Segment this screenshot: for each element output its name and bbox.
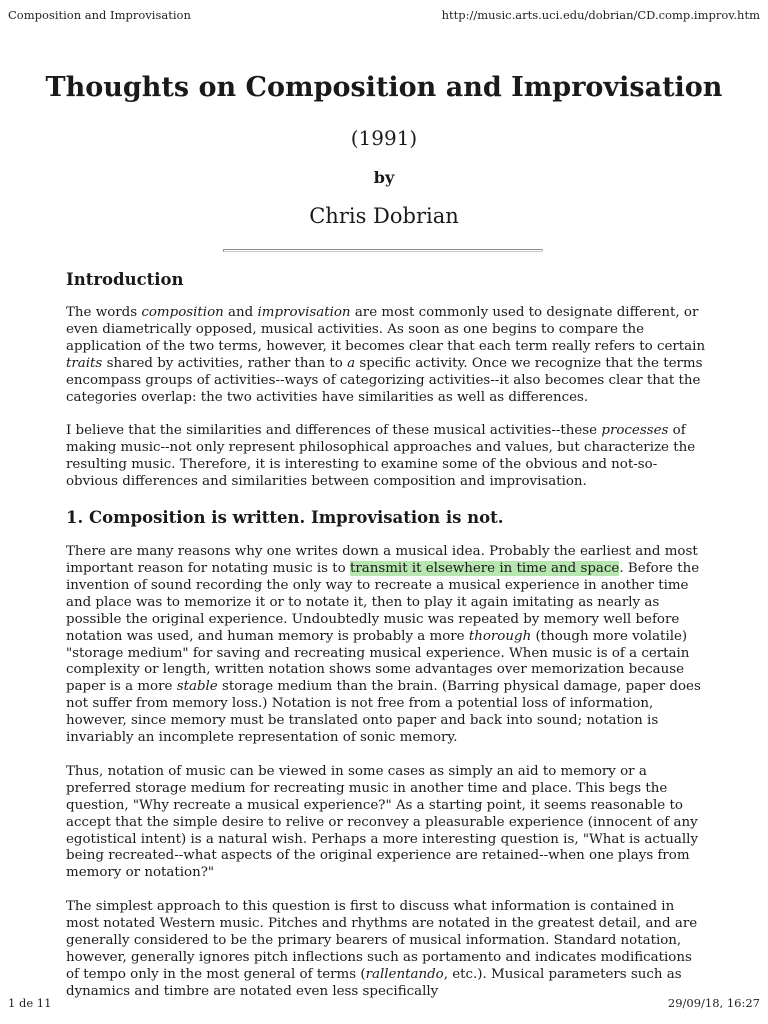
- text-run: (though more volatile) "storage medium" for saving and recreating musical experience. When music is of a certain complexity or length, written notation shows some advantages over memorization because paper is a more: [66, 628, 690, 695]
- byline-label: by: [373, 168, 395, 187]
- text-run: There are many reasons why one writes down a musical idea. Probably the earliest and most important reason for notating music is to: [66, 544, 698, 576]
- italic-term: stable: [176, 679, 218, 695]
- italic-term: improvisation: [257, 305, 351, 320]
- italic-term: a: [347, 355, 356, 371]
- page-number: 1 de 11: [8, 996, 52, 1010]
- print-footer: [8, 996, 760, 1010]
- text-run: are most commonly used to designate different, or even diametrically opposed, musical activities. As soon as one begins to compare the application of the two terms, however, it becomes clear that each term really refers to certain: [66, 305, 706, 354]
- italic-term: traits: [66, 355, 103, 371]
- header-page-title: Composition and Improvisation: [8, 8, 191, 22]
- heading-introduction: Introduction: [66, 270, 184, 289]
- document-title: Thoughts on Composition and Improvisation: [45, 72, 723, 103]
- horizontal-rule: [223, 249, 543, 252]
- text-run: of making music--not only represent philosophical approaches and values, but characterize the resulting music. Therefore, it is interesting to examine some of the obvious and not-so-obvious differences and similarities between composition and improvisation.: [66, 423, 696, 490]
- text-run: The words: [66, 305, 142, 320]
- header-url: http://music.arts.uci.edu/dobrian/CD.comp.improv.htm: [441, 8, 760, 22]
- text-run: specific activity. Once we recognize that the terms encompass groups of activities--ways of categorizing activities--it also becomes clear that the categories overlap: the two activities have similarities as well as differences.: [66, 355, 703, 405]
- section-1-paragraph-1: [66, 544, 706, 747]
- text-run: and: [223, 305, 258, 320]
- print-timestamp: 29/09/18, 16:27: [667, 996, 760, 1010]
- intro-paragraph-1: [66, 305, 706, 406]
- text-run: The simplest approach to this question is first to discuss what information is contained in most notated Western music. Pitches and rhythms are notated in the greatest detail, and are generally considered to be the primary bearers of musical information. Standard notation, however, generally ignores pitch inflections such as portamento and indicates modifications of tempo only in the most general of terms (: [66, 899, 698, 982]
- text-run: , etc.). Musical parameters such as dynamics and timbre are notated even less specifically: [66, 966, 682, 999]
- text-run: storage medium than the brain. (Barring physical damage, paper does not suffer from memory loss.) Notation is not free from a potential loss of information, however, since memory must be translated onto paper and back into sound; notation is invariably an incomplete representation of sonic memory.: [66, 679, 701, 746]
- section-1-paragraph-3: [66, 899, 706, 1000]
- author-name: Chris Dobrian: [309, 204, 459, 228]
- text-run: . Before the invention of sound recording the only way to recreate a musical experience in another time and place was to memorize it or to notate it, then to play it again imitating as nearly as possible the original experience. Undoubtedly music was repeated by memory well before notation was used, and human memory is probably a more: [66, 560, 700, 644]
- text-run: I believe that the similarities and differences of these musical activities--these: [66, 423, 602, 439]
- italic-term: rallentando: [365, 966, 444, 982]
- heading-section-1: 1. Composition is written. Improvisation is not.: [66, 508, 504, 528]
- italic-term: processes: [601, 423, 669, 439]
- document-year: (1991): [350, 126, 418, 150]
- intro-paragraph-2: [66, 423, 706, 491]
- italic-term: thorough: [468, 628, 532, 644]
- highlighted-text[interactable]: transmit it elsewhere in time and space: [349, 560, 620, 576]
- italic-term: composition: [141, 305, 224, 320]
- print-header: [8, 8, 760, 22]
- section-1-paragraph-2: Thus, notation of music can be viewed in some cases as simply an aid to memory or a preferred storage medium for recreating music in another time and place. This begs the question, "Why recreate a musical experience?" As a starting point, it seems reasonable to accept that the simple desire to relive or reconvey a pleasurable experience (innocent of any egotistical intent) is a natural wish. Perhaps a more interesting question is, "What is actually being recreated--what aspects of the original experience are retained--when one plays from memory or notation?": [66, 763, 699, 881]
- text-run: shared by activities, rather than to: [102, 355, 348, 371]
- article-body: [66, 268, 706, 1018]
